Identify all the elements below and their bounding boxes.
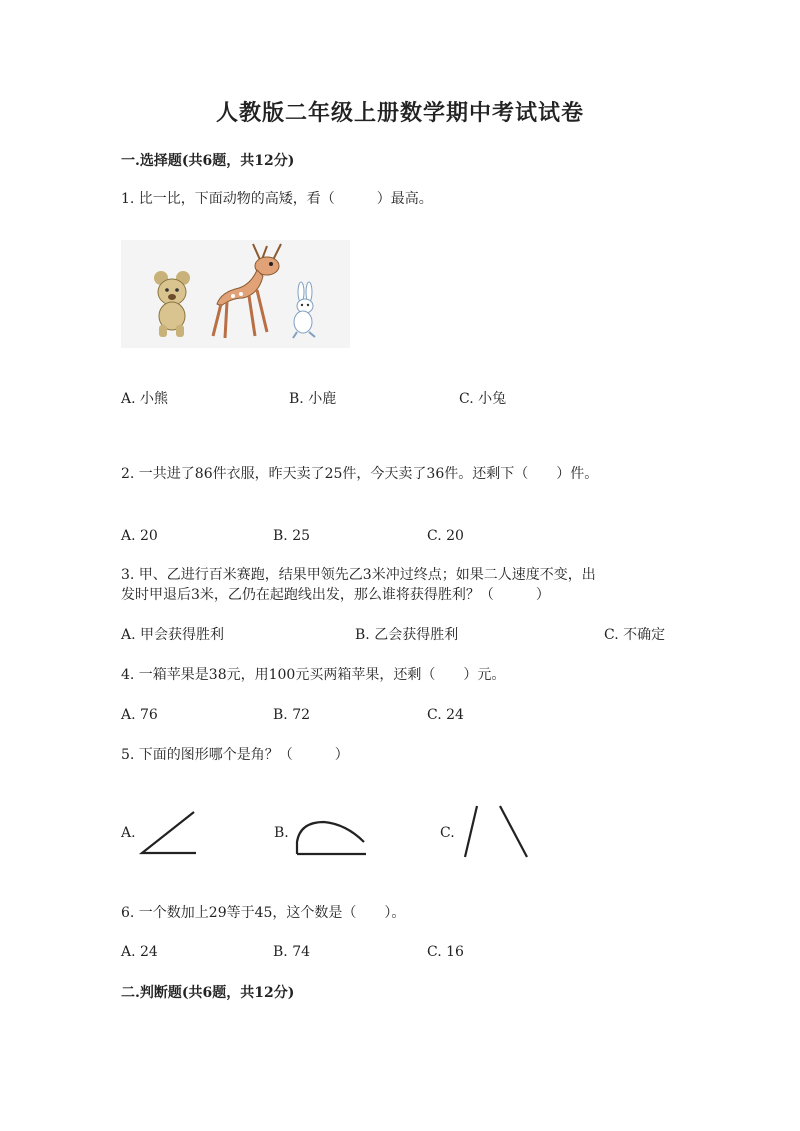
deer-illustration [213,244,281,338]
q2-option-b: B. 25 [273,528,311,544]
question-3-stem-line1: 3. 甲、乙进行百米赛跑，结果甲领先乙3米冲过终点；如果二人速度不变，出 [121,567,596,583]
q5-option-a: A. [121,825,136,841]
q3-option-c: C. 不确定 [604,627,666,643]
section-heading-choice: 一.选择题(共6题，共12分) [121,153,295,169]
q4-option-a: A. 76 [121,707,158,723]
curve-shape-b [294,818,368,858]
q6-option-b: B. 74 [273,944,311,960]
angle-shape-a [138,810,200,858]
q2-option-a: A. 20 [121,528,158,544]
question-1-stem: 1. 比一比，下面动物的高矮，看（ ）最高。 [121,191,433,207]
q5-option-b: B. [274,825,289,841]
q3-option-b: B. 乙会获得胜利 [355,627,459,643]
q2-option-c: C. 20 [427,528,464,544]
q4-option-c: C. 24 [427,707,464,723]
q3-option-a: A. 甲会获得胜利 [121,627,225,643]
question-2-stem: 2. 一共进了86件衣服，昨天卖了25件，今天卖了36件。还剩下（ ）件。 [121,466,599,482]
question-5-stem: 5. 下面的图形哪个是角？（ ） [121,747,349,763]
bear-illustration [154,271,190,337]
rabbit-illustration [293,282,315,338]
q6-option-a: A. 24 [121,944,158,960]
q4-option-b: B. 72 [273,707,311,723]
q1-option-b: B. 小鹿 [289,391,337,407]
section-heading-judgement: 二.判断题(共6题，共12分) [121,985,295,1001]
page-title: 人教版二年级上册数学期中考试试卷 [215,100,584,126]
question-3-stem-line2: 发时甲退后3米，乙仍在起跑线出发，那么谁将获得胜利？（ ） [121,587,550,603]
q1-option-a: A. 小熊 [121,391,169,407]
question-6-stem: 6. 一个数加上29等于45，这个数是（ ）。 [121,905,406,921]
question-4-stem: 4. 一箱苹果是38元，用100元买两箱苹果，还剩（ ）元。 [121,667,506,683]
lines-shape-c [460,803,532,861]
animals-illustration [121,240,350,348]
q6-option-c: C. 16 [427,944,464,960]
q5-option-c: C. [440,825,455,841]
q1-option-c: C. 小兔 [459,391,507,407]
